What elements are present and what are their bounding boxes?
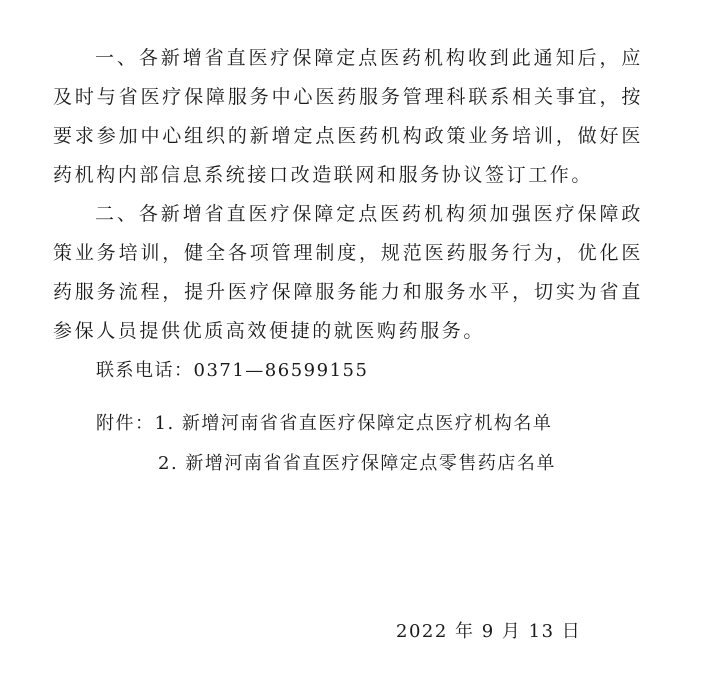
attachment-2: 2. 新增河南省省直医疗保障定点零售药店名单 — [158, 453, 556, 474]
paragraph-1: 一、各新增省直医疗保障定点医药机构收到此通知后，应及时与省医疗保障服务中心医药服务管理科联系相关事宜，按要求参加中心组织的新增定点医药机构政策业务培训，做好医药机构内部信息系统接口改造联网和服务协议签订工作。 — [53, 47, 643, 186]
paragraph-2: 二、各新增省直医疗保障定点医药机构须加强医疗保障政策业务培训，健全各项管理制度，规范医药服务行为，优化医药服务流程，提升医疗保障服务能力和服务水平，切实为省直参保人员提供优质高效便捷的就医购药服务。 — [53, 203, 643, 342]
document-date: 2022 年 9 月 13 日 — [396, 621, 582, 642]
attachment-1: 附件：1. 新增河南省省直医疗保障定点医疗机构名单 — [96, 413, 553, 434]
contact-phone: 联系电话：0371—86599155 — [96, 360, 369, 381]
